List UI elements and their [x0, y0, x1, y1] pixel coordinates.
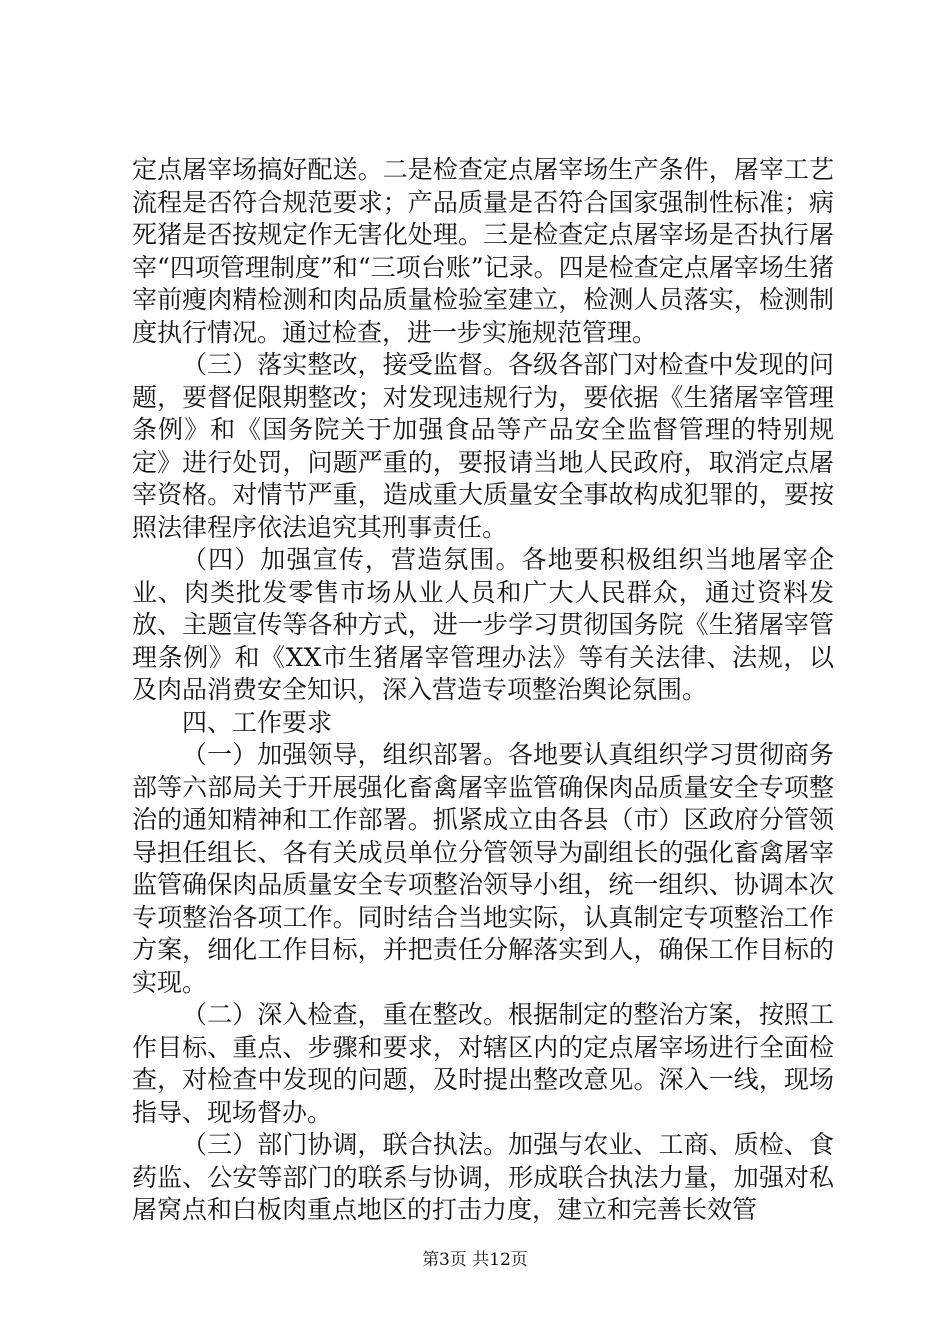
- page-number-footer: 第3页 共12页: [422, 1250, 528, 1270]
- paragraph-section-4-2: （二）深入检查，重在整改。根据制定的整治方案，按照工作目标、重点、步骤和要求，对辖区内的定点屠宰场进行全面检查，对检查中发现的问题，及时提出整改意见。深入一线，现场指导、现场督办。: [132, 1000, 834, 1127]
- paragraph-section-4-1: （一）加强领导，组织部署。各地要认真组织学习贯彻商务部等六部局关于开展强化畜禽屠宰监管确保肉品质量安全专项整治的通知精神和工作部署。抓紧成立由各县（市）区政府分管领导担任组长、各有关成员单位分管领导为副组长的强化畜禽屠宰监管确保肉品质量安全专项整治领导小组，统一组织、协调本次专项整治各项工作。同时结合当地实际，认真制定专项整治工作方案，细化工作目标，并把责任分解落实到人，确保工作目标的实现。: [132, 740, 834, 997]
- paragraph-section-3-4: （四）加强宣传，营造氛围。各地要积极组织当地屠宰企业、肉类批发零售市场从业人员和广大人民群众，通过资料发放、主题宣传等各种方式，进一步学习贯彻国务院《生猪屠宰管理条例》和《XX市生猪屠宰管理办法》等有关法律、法规，以及肉品消费安全知识，深入营造专项整治舆论氛围。: [132, 545, 834, 704]
- paragraph-continuation: 定点屠宰场搞好配送。二是检查定点屠宰场生产条件，屠宰工艺流程是否符合规范要求；产品质量是否符合国家强制性标准；病死猪是否按规定作无害化处理。三是检查定点屠宰场是否执行屠宰“四项管理制度”和“三项台账”记录。四是检查定点屠宰场生猪宰前瘦肉精检测和肉品质量检验室建立，检测人员落实，检测制度执行情况。通过检查，进一步实施规范管理。: [132, 155, 834, 347]
- paragraph-section-3-3: （三）落实整改，接受监督。各级各部门对检查中发现的问题，要督促限期整改；对发现违规行为，要依据《生猪屠宰管理条例》和《国务院关于加强食品等产品安全监督管理的特别规定》进行处罚，问题严重的，要报请当地人民政府，取消定点屠宰资格。对情节严重，造成重大质量安全事故构成犯罪的，要按照法律程序依法追究其刑事责任。: [132, 350, 834, 542]
- section-heading-work-requirements: 四、工作要求: [182, 707, 333, 737]
- paragraph-section-4-3: （三）部门协调，联合执法。加强与农业、工商、质检、食药监、公安等部门的联系与协调，形成联合执法力量，加强对私屠窝点和白板肉重点地区的打击力度，建立和完善长效管: [132, 1130, 834, 1224]
- document-body: [132, 154, 834, 1227]
